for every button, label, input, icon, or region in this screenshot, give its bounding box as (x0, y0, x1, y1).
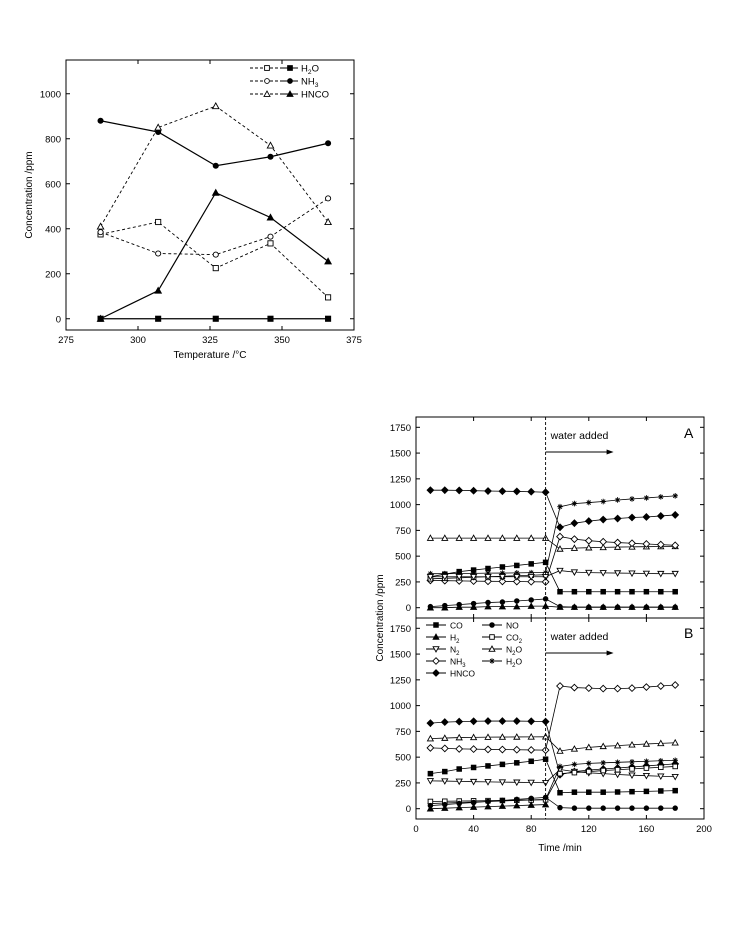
data-point (644, 589, 649, 594)
data-point (586, 761, 592, 767)
data-point (629, 496, 635, 502)
water-added-label: water added (550, 631, 609, 643)
legend-label: $N_2O$ (506, 644, 523, 657)
legend-marker-open (265, 79, 270, 84)
data-point (572, 501, 578, 507)
x-tick-label: 80 (525, 824, 537, 835)
data-point (658, 513, 665, 520)
data-point (673, 806, 678, 811)
legend-label: HNCO (301, 89, 329, 101)
data-point (658, 683, 665, 690)
data-point (586, 518, 593, 525)
data-point (486, 566, 491, 571)
legend-label: NO (506, 620, 519, 631)
data-point (615, 767, 620, 772)
data-point (672, 682, 679, 689)
panel-b-series (427, 682, 678, 811)
plot-series (97, 103, 331, 321)
data-point (427, 720, 434, 727)
legend-entry (482, 656, 522, 669)
x-tick-label: 275 (58, 335, 74, 346)
data-point (644, 789, 649, 794)
data-point (514, 488, 521, 495)
data-point (515, 797, 520, 802)
data-point (600, 499, 606, 505)
data-point (587, 769, 592, 774)
data-point (587, 806, 592, 811)
data-point (529, 759, 534, 764)
data-point (98, 118, 103, 123)
data-point (614, 685, 621, 692)
series-line (430, 606, 675, 608)
data-point (443, 769, 448, 774)
data-point (659, 806, 664, 811)
series-h2o-open (98, 219, 331, 300)
series-line (101, 222, 329, 297)
y-tick-label: 200 (45, 269, 61, 281)
plot-frame (66, 60, 354, 330)
data-point (600, 538, 607, 545)
data-point (558, 790, 563, 795)
data-point (442, 487, 449, 494)
data-point (557, 683, 564, 690)
data-point (630, 806, 635, 811)
series-n2o (428, 734, 679, 753)
series-line (430, 490, 675, 527)
data-point (267, 142, 273, 148)
y-tick-label: 800 (45, 134, 61, 146)
data-point (528, 718, 535, 725)
data-point (659, 589, 664, 594)
legend-label: CO (450, 620, 463, 631)
data-point (658, 758, 664, 764)
y-tick-label: 0 (55, 314, 61, 326)
legend (426, 620, 522, 678)
series-line (430, 496, 675, 574)
data-point (213, 163, 218, 168)
data-point (672, 493, 678, 499)
data-point (601, 790, 606, 795)
data-point (672, 512, 679, 519)
data-point (156, 219, 161, 224)
data-point (643, 514, 650, 521)
data-point (499, 488, 506, 495)
data-point (470, 746, 477, 753)
data-point (456, 487, 463, 494)
legend-marker-open (264, 91, 270, 96)
data-point (325, 141, 330, 146)
data-point (528, 488, 535, 495)
data-point (514, 746, 521, 753)
data-point (586, 685, 593, 692)
y-tick-label: 1000 (389, 500, 411, 512)
series-hnco (427, 718, 678, 778)
chart-time (375, 417, 712, 854)
legend-label: HNCO (450, 668, 476, 679)
data-point (500, 565, 505, 570)
y-tick-label: 0 (405, 804, 411, 816)
data-point (325, 295, 330, 300)
y-tick-label: 500 (395, 551, 411, 563)
legend-entry (426, 620, 463, 630)
data-point (673, 764, 678, 769)
data-point (629, 759, 635, 765)
y-tick-label: 1500 (389, 448, 411, 460)
data-point (658, 494, 664, 500)
data-point (515, 599, 520, 604)
y-tick-label: 250 (395, 778, 411, 790)
y-tick-label: 400 (45, 224, 61, 236)
data-point (558, 771, 563, 776)
y-tick-label: 1250 (389, 675, 411, 687)
data-point (442, 745, 449, 752)
data-point (614, 515, 621, 522)
panel-a-label: A (684, 425, 694, 441)
data-point (557, 524, 564, 531)
y-tick-label: 1500 (389, 649, 411, 661)
x-tick-label: 160 (638, 824, 655, 835)
data-point (614, 539, 621, 546)
data-point (500, 762, 505, 767)
y-tick-label: 1250 (389, 474, 411, 486)
arrow-head (607, 450, 614, 455)
data-point (601, 589, 606, 594)
y-axis-label: Concentration /ppm (24, 151, 35, 239)
legend-entry (426, 644, 459, 657)
y-tick-label: 500 (395, 752, 411, 764)
data-point (587, 589, 592, 594)
legend-label: $NH_3$ (450, 656, 466, 669)
data-point (572, 806, 577, 811)
legend-label: $N_2$ (450, 644, 460, 657)
data-point (615, 589, 620, 594)
y-tick-label: 1750 (389, 422, 411, 434)
data-point (529, 562, 534, 567)
legend-marker-open (265, 66, 270, 71)
series-line (430, 766, 675, 801)
data-point (499, 718, 506, 725)
data-point (500, 798, 505, 803)
data-point (644, 766, 649, 771)
data-point (427, 745, 434, 752)
y-axis-label: Concentration /ppm (375, 574, 386, 662)
legend-entry-h2o (250, 64, 319, 77)
data-point (499, 746, 506, 753)
x-tick-label: 350 (274, 335, 290, 346)
legend (250, 64, 329, 101)
water-added-label: water added (550, 430, 609, 442)
y-tick-label: 750 (395, 726, 411, 738)
y-tick-label: 250 (395, 577, 411, 589)
data-point (470, 487, 477, 494)
data-point (442, 719, 449, 726)
data-point (673, 788, 678, 793)
legend-entry (426, 668, 475, 678)
data-point (600, 685, 607, 692)
data-point (629, 514, 636, 521)
series-line (101, 121, 329, 166)
data-point (268, 154, 273, 159)
data-point (156, 316, 161, 321)
series-nh3-filled (98, 118, 331, 168)
series-line (430, 685, 675, 750)
y-tick-label: 1000 (389, 701, 411, 713)
data-point (659, 765, 664, 770)
data-point (558, 805, 563, 810)
legend-marker (433, 670, 440, 677)
data-point (629, 685, 636, 692)
data-point (615, 760, 621, 766)
y-tick-label: 0 (405, 603, 411, 615)
data-point (427, 487, 434, 494)
data-point (572, 790, 577, 795)
legend-label: $CO_2$ (506, 632, 523, 645)
data-point (268, 316, 273, 321)
data-point (601, 768, 606, 773)
data-point (572, 762, 578, 768)
legend-marker (433, 658, 440, 665)
x-tick-label: 120 (580, 824, 597, 835)
data-point (630, 589, 635, 594)
data-point (630, 767, 635, 772)
legend-entry (482, 644, 522, 657)
y-axis-ticks (40, 89, 354, 325)
data-point (528, 747, 535, 754)
legend-label: $H_2$ (450, 632, 460, 645)
legend-entry (426, 632, 459, 645)
series-line (101, 198, 329, 254)
chart-temperature (24, 60, 362, 361)
data-point (629, 540, 636, 547)
data-point (456, 746, 463, 753)
series-nh3 (427, 682, 678, 754)
series-line (430, 599, 675, 607)
data-point (557, 764, 563, 770)
data-point (428, 771, 433, 776)
data-point (485, 488, 492, 495)
data-point (268, 241, 273, 246)
x-tick-label: 0 (413, 824, 419, 835)
data-point (586, 537, 593, 544)
legend-marker (490, 623, 495, 628)
data-point (470, 718, 477, 725)
data-point (557, 533, 564, 540)
data-point (213, 316, 218, 321)
y-tick-label: 1750 (389, 623, 411, 635)
data-point (268, 234, 273, 239)
legend-marker (490, 635, 495, 640)
series-h2o-filled (98, 316, 331, 321)
data-point (486, 764, 491, 769)
data-point (457, 767, 462, 772)
series-nh3-open (98, 196, 331, 257)
x-axis-label: Time /min (538, 843, 582, 854)
data-point (571, 520, 578, 527)
data-point (155, 124, 161, 130)
x-tick-label: 325 (202, 335, 218, 346)
legend-entry (482, 620, 519, 630)
data-point (457, 569, 462, 574)
data-point (644, 758, 650, 764)
x-tick-label: 300 (130, 335, 146, 346)
data-point (571, 684, 578, 691)
y-tick-label: 750 (395, 525, 411, 537)
series-line (430, 770, 675, 783)
series-no (428, 795, 677, 810)
data-point (267, 214, 273, 220)
data-point (630, 789, 635, 794)
x-tick-label: 375 (346, 335, 362, 346)
legend-marker-filled (288, 79, 293, 84)
x-tick-label: 40 (468, 824, 479, 835)
data-point (586, 500, 592, 506)
data-point (673, 589, 678, 594)
data-point (485, 718, 492, 725)
data-point (471, 765, 476, 770)
y-tick-label: 1000 (39, 89, 61, 101)
x-axis-label: Temperature /°C (173, 350, 247, 361)
data-point (456, 718, 463, 725)
legend-marker (489, 658, 495, 664)
data-point (98, 230, 103, 235)
data-point (600, 516, 607, 523)
data-point (572, 589, 577, 594)
data-point (155, 287, 161, 293)
legend-entry (426, 656, 466, 669)
data-point (213, 252, 218, 257)
data-point (659, 789, 664, 794)
legend-entry (482, 632, 522, 645)
series-line (430, 797, 675, 808)
legend-entry-nh3 (250, 77, 319, 90)
data-point (515, 761, 520, 766)
series-hnco (427, 487, 678, 531)
data-point (615, 806, 620, 811)
data-point (515, 563, 520, 568)
panel-a-series (427, 487, 678, 610)
data-point (325, 196, 330, 201)
series-h2o (428, 493, 678, 576)
legend-marker-filled (288, 66, 293, 71)
arrow-head (607, 651, 614, 656)
x-tick-label: 200 (696, 824, 712, 835)
data-point (514, 718, 521, 725)
data-point (156, 251, 161, 256)
legend-label: $H_2O$ (506, 656, 523, 669)
data-point (325, 316, 330, 321)
series-co2 (428, 764, 677, 804)
plot-series (427, 487, 678, 811)
legend-label: $H_2O$ (301, 63, 319, 76)
data-point (485, 746, 492, 753)
y-tick-label: 600 (45, 179, 61, 191)
data-point (558, 589, 563, 594)
data-point (213, 266, 218, 271)
data-point (572, 770, 577, 775)
data-point (213, 103, 219, 109)
series-n2o (428, 535, 679, 551)
legend-marker (434, 623, 439, 628)
data-point (529, 598, 534, 603)
data-point (557, 504, 563, 510)
data-point (529, 796, 534, 801)
data-point (471, 568, 476, 573)
data-point (615, 790, 620, 795)
legend-label: $NH_3$ (301, 76, 319, 89)
data-point (571, 536, 578, 543)
data-point (644, 495, 650, 501)
data-point (600, 760, 606, 766)
panel-b-label: B (684, 625, 694, 641)
data-point (213, 190, 219, 196)
legend-entry-hnco (250, 90, 329, 101)
data-point (601, 806, 606, 811)
series-line (430, 721, 675, 775)
data-point (615, 497, 621, 503)
data-point (587, 790, 592, 795)
data-point (643, 684, 650, 691)
data-point (97, 223, 103, 229)
data-point (644, 806, 649, 811)
